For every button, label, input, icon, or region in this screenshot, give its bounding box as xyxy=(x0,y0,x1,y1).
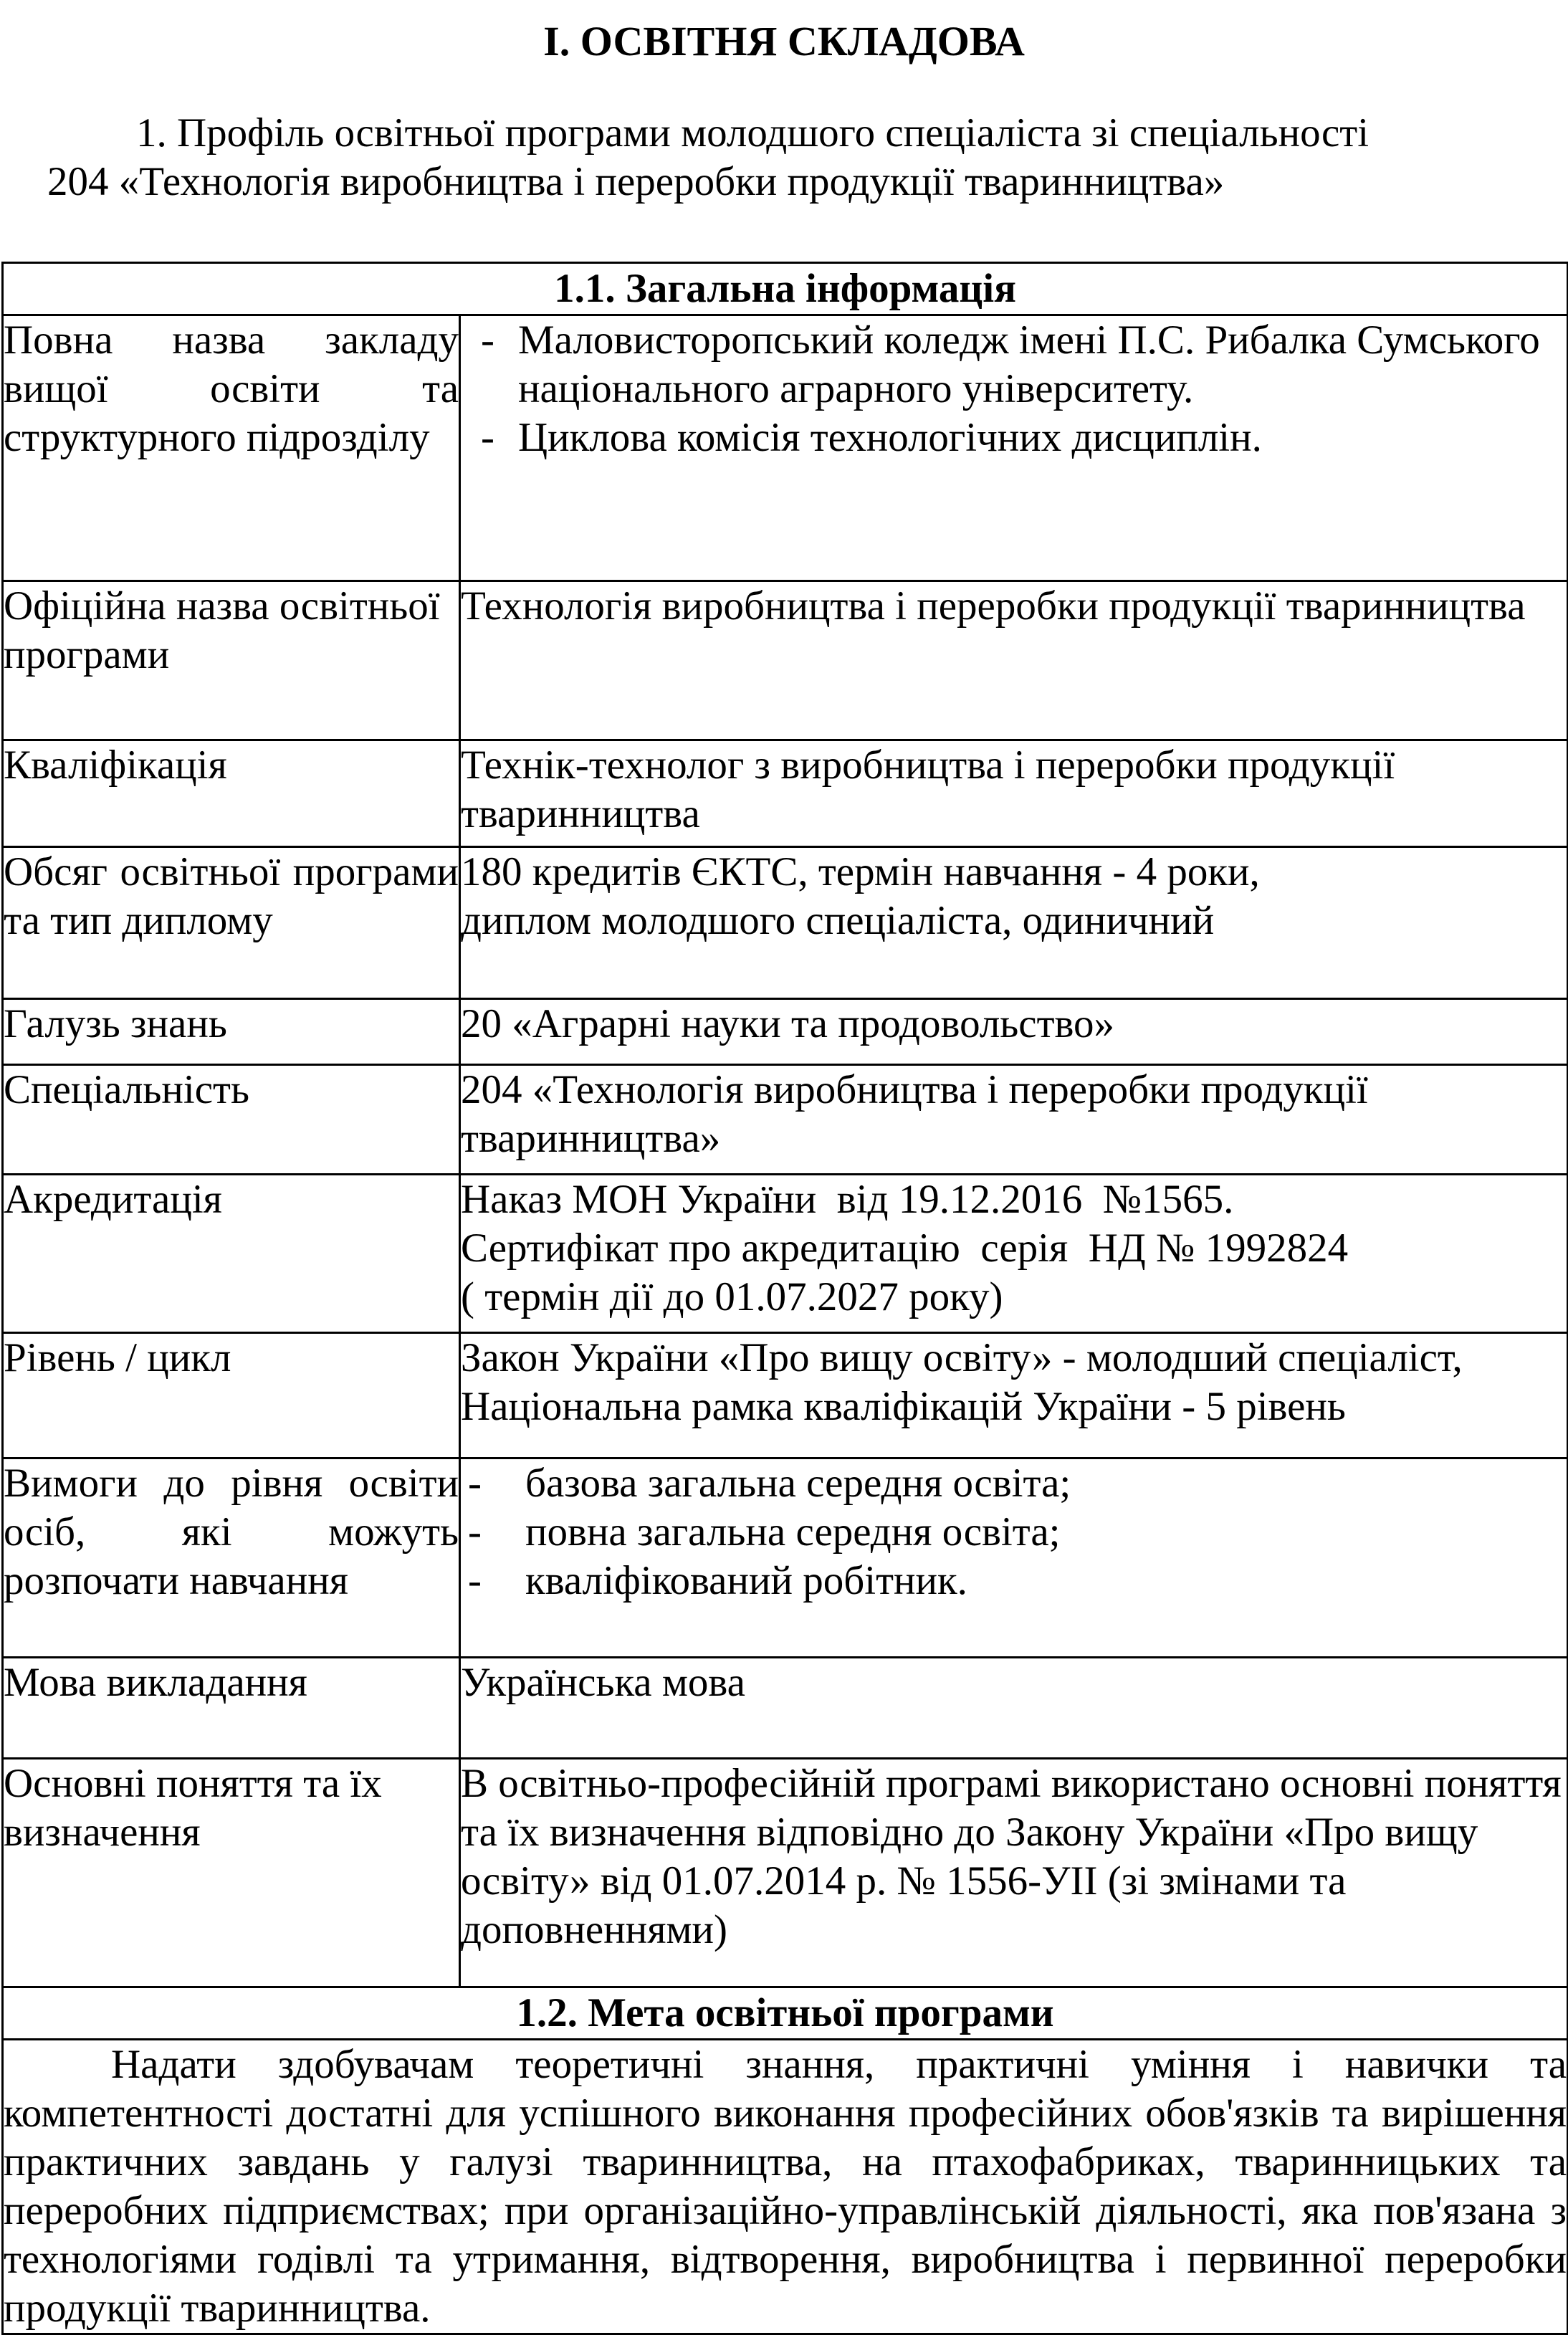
accreditation-line2: Сертифікат про акредитацію серія НД № 1992824 xyxy=(461,1226,1349,1271)
section-goal-header: 1.2. Мета освітньої програми xyxy=(3,1987,1568,2040)
list-item: - Циклова комісія технологічних дисциплін. xyxy=(481,415,1262,460)
table-row xyxy=(3,1175,1568,1333)
level-value xyxy=(460,1333,1568,1458)
level-line1: Закон України «Про вищу освіту» - молодший спеціаліст, xyxy=(461,1335,1463,1380)
page-heading: І. ОСВІТНЯ СКЛАДОВА xyxy=(543,18,1025,65)
table-row xyxy=(3,1065,1568,1175)
language-value: Українська мова xyxy=(460,1658,1568,1759)
table-row xyxy=(3,1333,1568,1458)
specialty-value: 204 «Технологія виробництва і переробки продукції тваринництва» xyxy=(460,1065,1568,1175)
profile-title-line1: 1. Профіль освітньої програми молодшого спеціаліста зі спеціальності xyxy=(136,110,1369,156)
concepts-label: Основні поняття та їх визначення xyxy=(3,1759,460,1987)
institution-label xyxy=(3,315,460,581)
program-name-value: Технологія виробництва і переробки продукції тваринництва xyxy=(460,581,1568,740)
section-header-row xyxy=(3,1987,1568,2040)
level-line2: Національна рамка кваліфікацій України - 5 рівень xyxy=(461,1384,1346,1429)
list-item: - Маловисторопський коледж імені П.С. Рибалка Сумського національного аграрного університету. xyxy=(481,317,1540,411)
field-label: Галузь знань xyxy=(3,999,460,1065)
table-row xyxy=(3,581,1568,740)
institution-value xyxy=(460,315,1568,581)
profile-title xyxy=(47,109,1531,206)
program-name-label: Офіційна назва освітньої програми xyxy=(3,581,460,740)
requirements-value xyxy=(460,1458,1568,1658)
table-row xyxy=(3,1658,1568,1759)
volume-line1: 180 кредитів ЄКТС, термін навчання - 4 роки, xyxy=(461,849,1260,894)
accreditation-line1: Наказ МОН України від 19.12.2016 №1565. xyxy=(461,1177,1234,1222)
requirements-label: Вимоги до рівня освіти осіб, які можуть розпочати навчання xyxy=(3,1458,460,1658)
list-item: - кваліфікований робітник. xyxy=(468,1558,967,1603)
accreditation-label: Акредитація xyxy=(3,1175,460,1333)
section-general-header: 1.1. Загальна інформація xyxy=(3,263,1568,315)
requirements-list xyxy=(468,1459,1567,1605)
table-row xyxy=(3,1759,1568,1987)
field-value: 20 «Аграрні науки та продовольство» xyxy=(460,999,1568,1065)
accreditation-line3: ( термін дії до 01.07.2027 року) xyxy=(461,1274,1003,1319)
list-item: - повна загальна середня освіта; xyxy=(468,1509,1061,1555)
table-row xyxy=(3,740,1568,847)
program-profile-table xyxy=(1,262,1568,2335)
qualification-label: Кваліфікація xyxy=(3,740,460,847)
table-row xyxy=(3,999,1568,1065)
table-row xyxy=(3,847,1568,999)
list-item: - базова загальна середня освіта; xyxy=(468,1461,1071,1506)
level-label: Рівень / цикл xyxy=(3,1333,460,1458)
institution-list xyxy=(461,316,1567,462)
language-label: Мова викладання xyxy=(3,1658,460,1759)
table-row xyxy=(3,315,1568,581)
institution-label-text: Повна назва закладу вищої освіти та структурного підрозділу xyxy=(4,317,459,460)
profile-title-line2: 204 «Технологія виробництва і переробки продукції тваринництва» xyxy=(47,159,1225,204)
volume-line2: диплом молодшого спеціаліста, одиничний xyxy=(461,898,1215,943)
volume-value xyxy=(460,847,1568,999)
accreditation-value xyxy=(460,1175,1568,1333)
specialty-label: Спеціальність xyxy=(3,1065,460,1175)
table-row xyxy=(3,1458,1568,1658)
concepts-value: В освітньо-професійній програмі використано основні поняття та їх визначення відповідно до Закону України «Про вищу освіту» від 01.07.2014 р. № 1556-УІІ (зі змінами та доповненнями) xyxy=(460,1759,1568,1987)
qualification-value: Технік-технолог з виробництва і переробки продукції тваринництва xyxy=(460,740,1568,847)
volume-label: Обсяг освітньої програми та тип диплому xyxy=(3,847,460,999)
goal-text: Надати здобувачам теоретичні знання, практичні уміння і навички та компетентності достатні для успішного виконання професійних обов'язків та вирішення практичних завдань у галузі тваринництва, на птахофабриках, тваринницьких та переробних підприємствах; при організаційно-управлінській діяльності, яка пов'язана з технологіями годівлі та утримання, відтворення, виробництва і первинної переробки продукції тваринництва. xyxy=(3,2040,1568,2334)
table-row xyxy=(3,2040,1568,2334)
section-header-row xyxy=(3,263,1568,315)
